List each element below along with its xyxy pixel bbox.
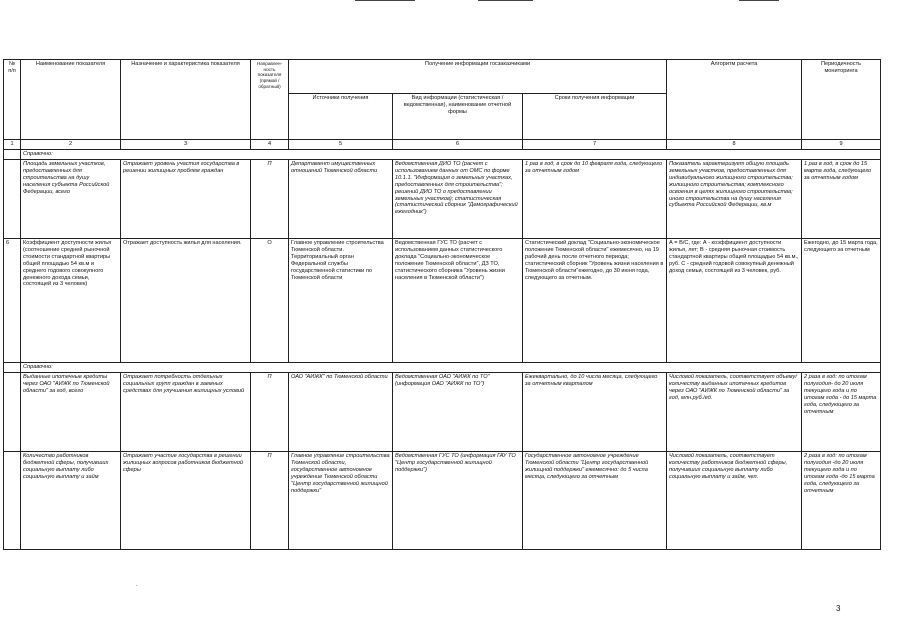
- row-period: 2 раза в год: по итогам полугодия- до 20 июля текущего года и по итогам года - до 15 марта года, следующего за отчетным: [802, 372, 881, 451]
- header-num: № п/п: [4, 60, 21, 140]
- section-label: Справочно:: [21, 362, 881, 372]
- row-period: Ежегодно, до 15 марта года, следующего за отчетным: [802, 238, 881, 362]
- row-purpose: Отражает уровень участия государства в решении жилищных проблем граждан: [121, 159, 251, 238]
- col-number: 2: [21, 140, 121, 150]
- table-row: [4, 159, 881, 238]
- row-direction: П: [251, 372, 289, 451]
- top-rule-mid: [478, 0, 533, 1]
- row-source: Главное управление строительства Тюменской области. Территориальный орган Федеральной службы государственной статистики по Тюменской области: [289, 238, 393, 362]
- column-numbers-row: [4, 140, 881, 150]
- table-row: [4, 372, 881, 451]
- row-algorithm: Показатель характеризует общую площадь земельных участков, предоставленных для индивидуального жилищного строительства; жилищного строительства; комплексного освоения в целях жилищного строительства; иного строительства на душу населения субъекта Российской Федерации, кв.м: [667, 159, 802, 238]
- row-num: [4, 372, 21, 451]
- row-purpose: Отражает потребность отдельных социальных групп граждан в заемных средствах для улучшения жилищных условий: [121, 372, 251, 451]
- row-deadline: Ежеквартально, до 10 числа месяца, следующего за отчетным кварталом: [523, 372, 667, 451]
- row-info: Ведомственная ГУС ТО (информация ГАУ ТО "Центр государственной жилищной поддержки"): [393, 451, 523, 549]
- row-deadline: Статистический доклад "Социально-экономическое положение Тюменской области" ежемесячно, на 19 рабочий день после отчетного периода; статистический сборник "Уровень жизни населения в Тюменской области"ежегодно, до 30 июня года, следующего за отчетным.: [523, 238, 667, 362]
- section-label: Справочно:: [21, 149, 881, 159]
- row-source: ОАО "АИЖК" по Тюменской области: [289, 372, 393, 451]
- row-period: 1 раз в год, в срок до 15 марта года, следующего за отчетным годом: [802, 159, 881, 238]
- col-number: 3: [121, 140, 251, 150]
- header-periodicity: Периодичность мониторинга: [802, 60, 881, 140]
- row-algorithm: Числовой показатель, соответствует объему/количеству выданных ипотечных кредитов через ОАО "АИЖК по Тюменской области" за год, млн.руб./ед.: [667, 372, 802, 451]
- row-info: Ведомственная ОАО "АИЖК по ТО" (информация ОАО "АИЖК по ТО"): [393, 372, 523, 451]
- stray-mark: .: [136, 582, 138, 588]
- page-number: 3: [836, 604, 841, 613]
- header-purpose: Назначение и характеристика показателя: [121, 60, 251, 140]
- top-rule-left: [355, 0, 415, 1]
- col-number: 9: [802, 140, 881, 150]
- row-indicator: Площадь земельных участков, предоставленных для строительства на душу населения субъекта Российской Федерации, всего: [21, 159, 121, 238]
- monitoring-table: [3, 59, 881, 550]
- row-purpose: Отражает доступность жилья для населения.: [121, 238, 251, 362]
- table-row: [4, 238, 881, 362]
- col-number: 8: [667, 140, 802, 150]
- row-direction: П: [251, 159, 289, 238]
- row-algorithm: Числовой показатель, соответствует количеству работников бюджетной сферы, получивших социальную выплату либо социальную выплату и займ, чел.: [667, 451, 802, 549]
- header-source: Источники получения: [289, 94, 393, 140]
- top-rule-right: [739, 0, 779, 1]
- table-row: [4, 451, 881, 549]
- header-receipt: Получение информации госзаказчиками: [289, 60, 667, 94]
- col-number: 4: [251, 140, 289, 150]
- row-direction: О: [251, 238, 289, 362]
- row-indicator: Выданные ипотечные кредиты через ОАО "АИЖК по Тюменской области" за год, всего: [21, 372, 121, 451]
- row-indicator: Количество работников бюджетной сферы, получивших социальную выплату либо социальную выплату и займ: [21, 451, 121, 549]
- header-indicator: Наименование показателя: [21, 60, 121, 140]
- section-reference-row: [4, 149, 881, 159]
- header-algorithm: Алгоритм расчета: [667, 60, 802, 140]
- row-num: [4, 159, 21, 238]
- row-purpose: Отражает участие государства в решении жилищных вопросов работников бюджетной сферы: [121, 451, 251, 549]
- col-number: 6: [393, 140, 523, 150]
- row-deadline: Государственное автономное учреждение Тюменской области "Центр государственной жилищной поддержки" ежемесячно: до 5 числа месяца, следующего за отчетным: [523, 451, 667, 549]
- col-number: 1: [4, 140, 21, 150]
- row-source: Главное управление строительства Тюменской области, государственное автономное учреждение Тюменской области "Центр государственной жилищной поддержки": [289, 451, 393, 549]
- section-reference-row: [4, 362, 881, 372]
- row-num: [4, 451, 21, 549]
- header-info-type: Вид информации (статистическая / ведомственная), наименование отчетной формы: [393, 94, 523, 140]
- col-number: 5: [289, 140, 393, 150]
- header-row-1: [4, 60, 881, 94]
- row-algorithm: А = В/С, где: А - коэффициент доступности жилья, лет; В - средняя рыночная стоимость стандартной квартиры общей площадью 54 кв.м., руб. С - средний годовой совокупный денежный доход семьи, состоящей из 3 человек, руб.: [667, 238, 802, 362]
- row-info: Ведомственная ДИО ТО (расчет с использованием данных от ОМС по форме 10.1.1. "Информация о земельных участках, предоставленных для строительства"; решений ДИО ТО о предоставлении земельных участков); статистическая (статистический сборник "Демографический ежегодник"): [393, 159, 523, 238]
- row-deadline: 1 раз в год, в срок до 10 февраля года, следующего за отчетным годом: [523, 159, 667, 238]
- col-number: 7: [523, 140, 667, 150]
- row-info: Ведомственная ГУС ТО (расчет с использованием данных статистического доклада "Социально-экономическое положение Тюменской области", ДЗ ТО, статистического сборника "Уровень жизни населения в Тюменской области"): [393, 238, 523, 362]
- row-direction: П: [251, 451, 289, 549]
- row-indicator: Коэффициент доступности жилья (соотношение средней рыночной стоимости стандартной квартиры общей площадью 54 кв.м и среднего годового совокупного денежного дохода семьи, состоящей из 3 человек): [21, 238, 121, 362]
- row-source: Департамент имущественных отношений Тюменской области: [289, 159, 393, 238]
- row-num: 6: [4, 238, 21, 362]
- row-period: 2 раза в год: по итогам полугодия -до 20 июля текущего года и по итогам года -до 15 марта года, следующего за отчетным: [802, 451, 881, 549]
- header-direction: Направлен-ность показателя (прямой / обратный): [251, 60, 289, 140]
- header-deadlines: Сроки получения информации: [523, 94, 667, 140]
